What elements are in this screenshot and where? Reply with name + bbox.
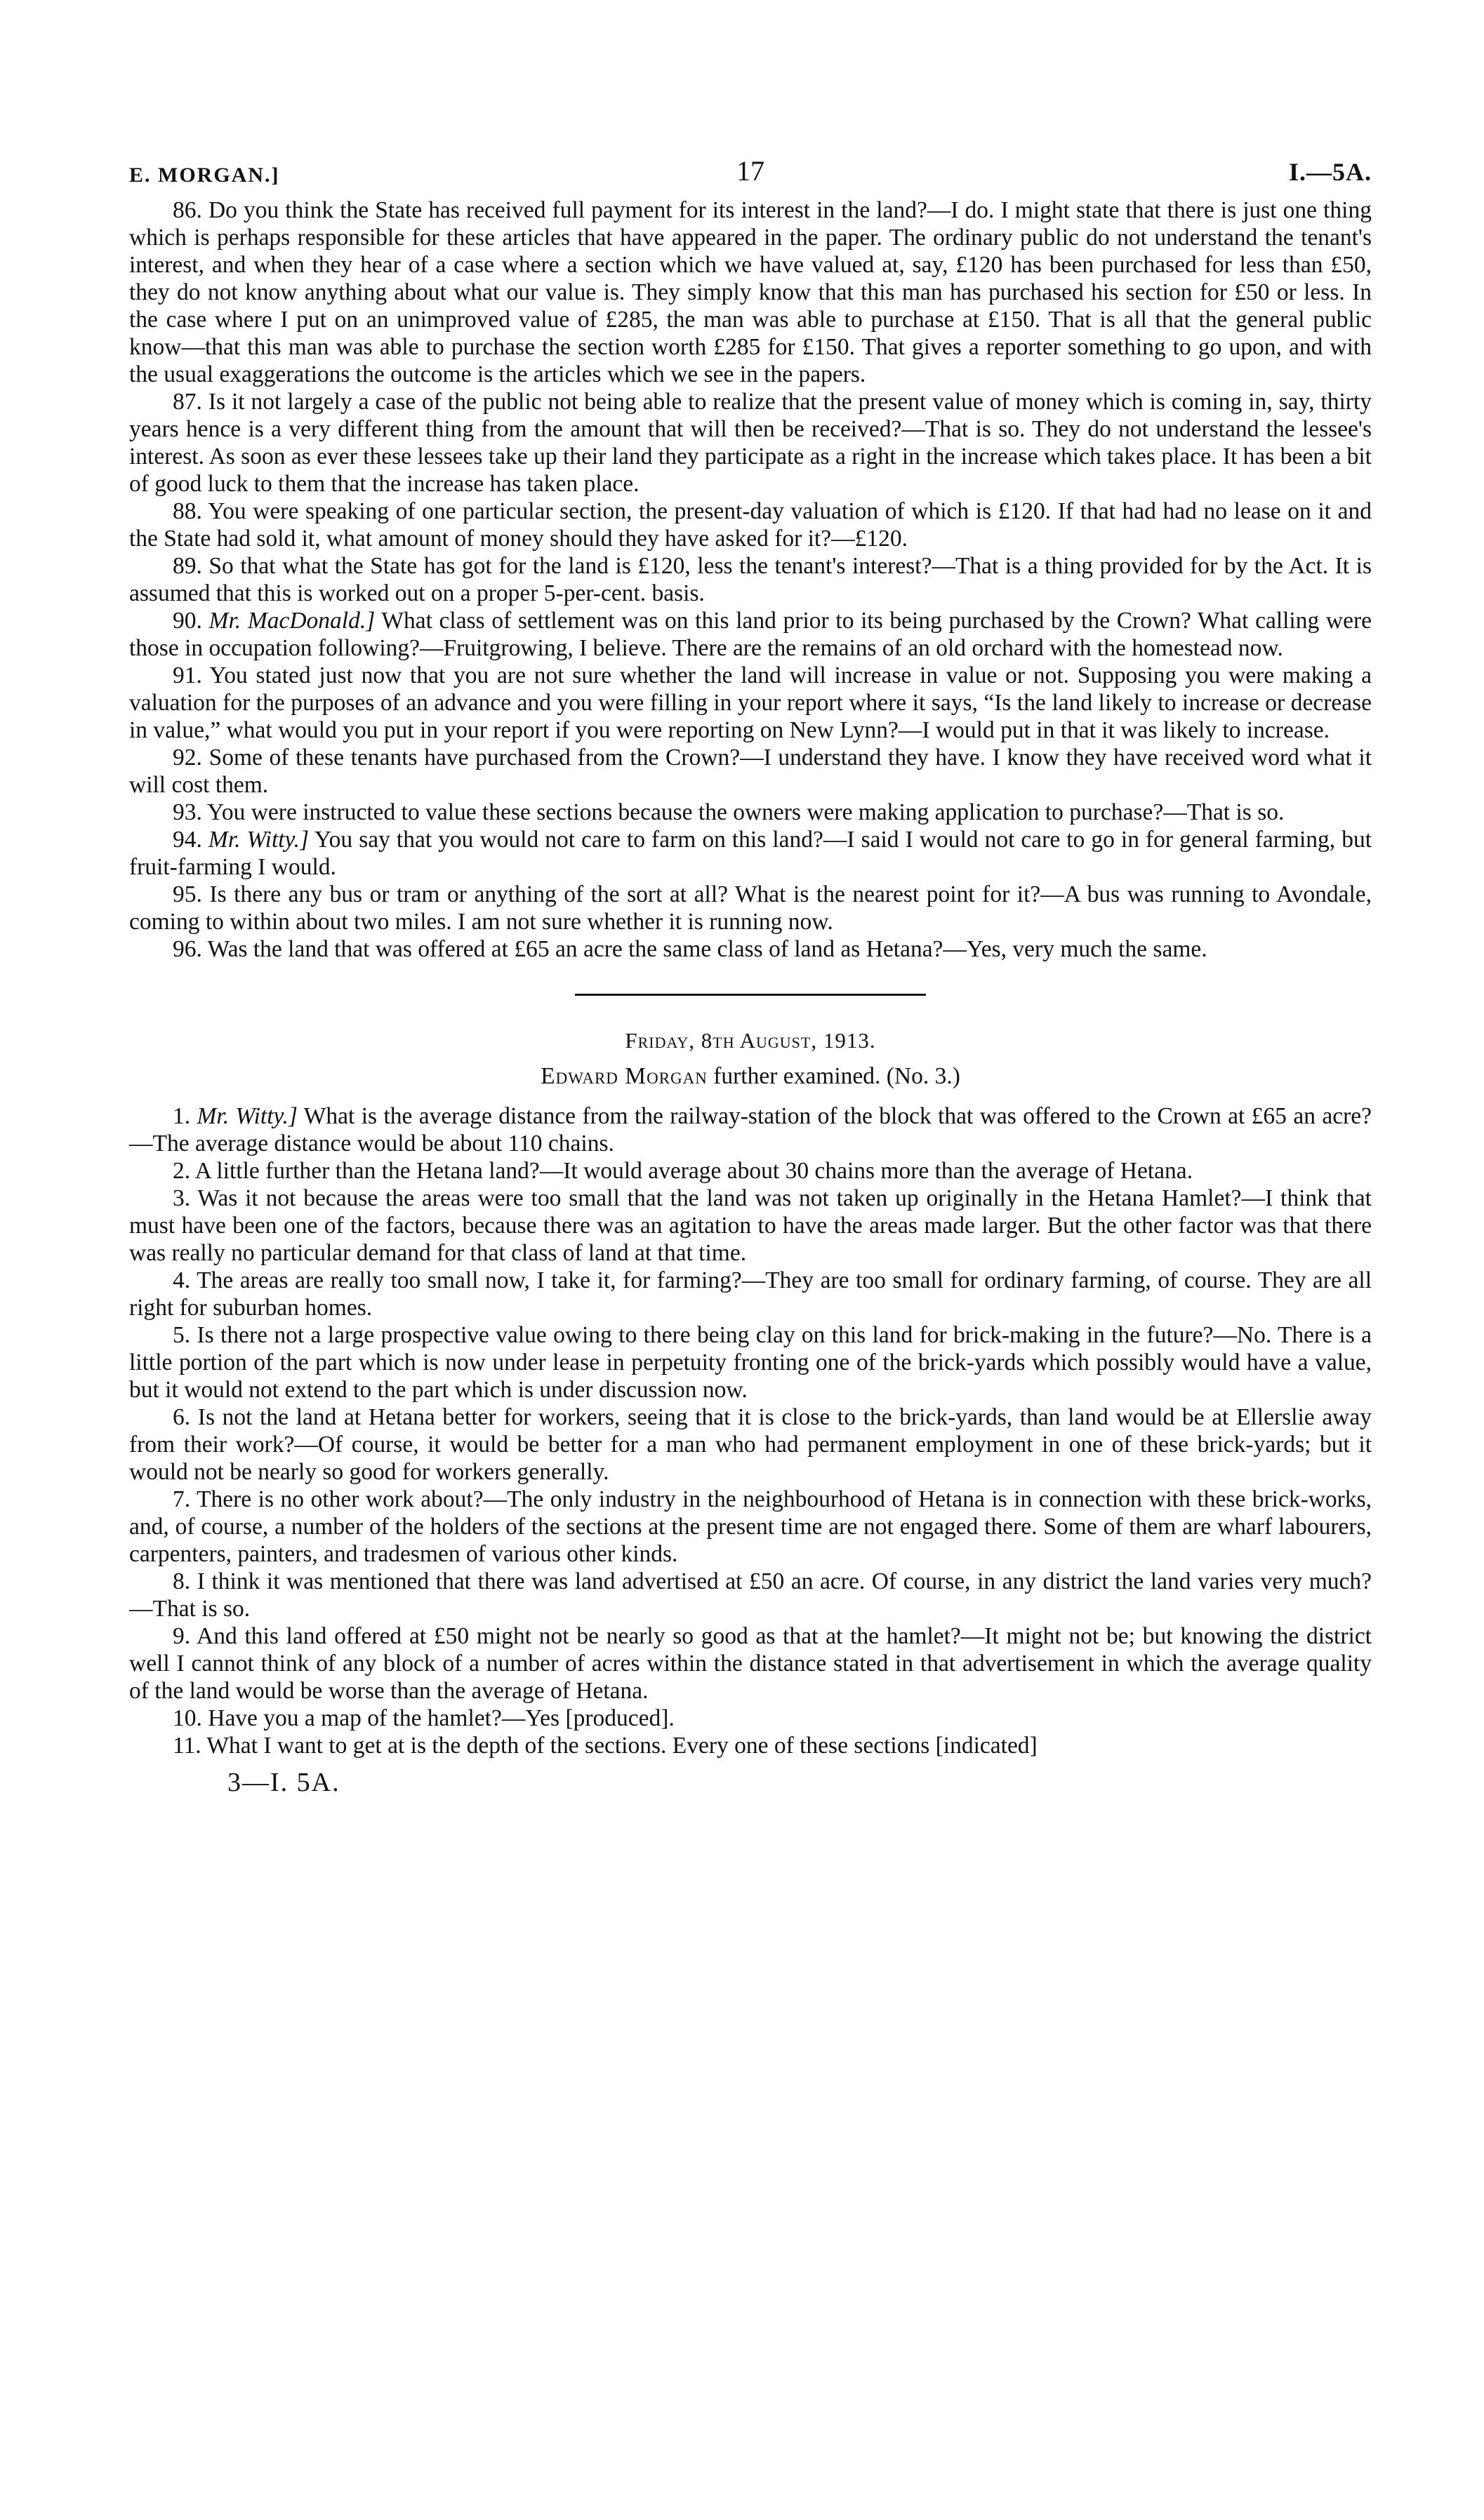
question-86: 86. Do you think the State has received full payment for its interest in the land?—I do. I might state that there is just one thing which is perhaps responsible for these articles that have appeared in the paper. The ordinary public do not understand the tenant's interest, and when they hear of a case where a section which we have valued at, say, £120 has been purchased for less than £50, they do not know anything about what our value is. They simply know that this man has purchased his section for £50 or less. In the case where I put on an unimproved value of £285, the man was able to purchase at £150. That is all that the general public know—that this man was able to purchase the section worth £285 for £150. That gives a reporter something to go upon, and with the usual exaggerations the outcome is the articles which we see in the papers. — [129, 197, 1372, 387]
question-4: 4. The areas are really too small now, I take it, for farming?—They are too small for ordinary farming, of course. They are all right for suburban homes. — [129, 1267, 1372, 1321]
page-header — [129, 140, 1372, 196]
date-heading: Friday, 8th August, 1913. — [625, 1028, 876, 1053]
question-88: 88. You were speaking of one particular section, the present-day valuation of which is £120. If that had had no lease on it and the State had sold it, what amount of money should they have asked for it?—£120. — [129, 498, 1372, 552]
question-90: 90. Mr. MacDonald.] What class of settlement was on this land prior to its being purchased by the Crown? What calling were those in occupation following?—Fruitgrowing, I believe. There are the remains of an old orchard with the homestead now. — [129, 608, 1372, 661]
question-1: 1. Mr. Witty.] What is the average distance from the railway-station of the block that was offered to the Crown at £65 an acre?—The average distance would be about 110 chains. — [129, 1103, 1372, 1156]
question-3: 3. Was it not because the areas were too small that the land was not taken up originally in the Hetana Hamlet?—I think that must have been one of the factors, because there was an agitation to have the areas made larger. But the other factor was that there was really no particular demand for that class of land at that time. — [129, 1185, 1372, 1266]
question-6: 6. Is not the land at Hetana better for workers, seeing that it is close to the brick-yards, than land would be at Ellerslie away from their work?—Of course, it would be better for a man who had permanent employment in one of these brick-yards; but it would not be nearly so good for workers generally. — [129, 1404, 1372, 1485]
examination-section-one — [129, 196, 1372, 963]
question-7: 7. There is no other work about?—The only industry in the neighbourhood of Hetana is in connection with these brick-works, and, of course, a number of the holders of the sections at the present time are not engaged there. Some of them are wharf labourers, carpenters, painters, and tradesmen of various other kinds. — [129, 1486, 1372, 1567]
question-93: 93. You were instructed to value these sections because the owners were making application to purchase?—That is so. — [173, 799, 1285, 825]
document-reference: I.—5A. — [1288, 158, 1372, 186]
question-94: 94. Mr. Witty.] You say that you would not care to farm on this land?—I said I would not care to go in for general farming, but fruit-farming I would. — [129, 827, 1372, 880]
page-number: 17 — [736, 155, 764, 187]
speaker-label: Mr. MacDonald.] — [208, 608, 376, 634]
witness-name: Edward Morgan — [541, 1063, 708, 1089]
speaker-label: Mr. Witty.] — [208, 827, 309, 853]
question-96: 96. Was the land that was offered at £65 an acre the same class of land as Hetana?—Yes, very much the same. — [173, 936, 1207, 962]
question-2: 2. A little further than the Hetana land?—It would average about 30 chains more than the average of Hetana. — [173, 1158, 1193, 1184]
question-95: 95. Is there any bus or tram or anything of the sort at all? What is the nearest point for it?—A bus was running to Avondale, coming to within about two miles. I am not sure whether it is running now. — [129, 881, 1372, 935]
question-89: 89. So that what the State has got for the land is £120, less the tenant's interest?—That is a thing provided for by the Act. It is assumed that this is worked out on a proper 5-per-cent. basis. — [129, 553, 1372, 606]
examination-section-two — [129, 1102, 1372, 1759]
question-9: 9. And this land offered at £50 might not be nearly so good as that at the hamlet?—It might not be; but knowing the district well I cannot think of any block of a number of acres within the distance stated in that advertisement in which the average quality of the land would be worse than the average of Hetana. — [129, 1623, 1372, 1704]
question-5: 5. Is there not a large prospective value owing to there being clay on this land for brick-making in the future?—No. There is a little portion of the part which is now under lease in perpetuity fronting one of the brick-yards which possibly would have a value, but it would not extend to the part which is under discussion now. — [129, 1322, 1372, 1403]
examination-subtitle: Edward Morgan further examined. (No. 3.) — [541, 1063, 960, 1089]
question-8: 8. I think it was mentioned that there was land advertised at £50 an acre. Of course, in any district the land varies very much?—That is so. — [129, 1568, 1372, 1622]
speaker-label: Mr. Witty.] — [197, 1103, 298, 1129]
question-91: 91. You stated just now that you are not sure whether the land will increase in value or not. Supposing you were making a valuation for the purposes of an advance and you were filling in your report where it says, “Is the land likely to increase or decrease in value,” what would you put in your report if you were reporting on New Lynn?—I would put in that it was likely to increase. — [129, 662, 1372, 743]
question-10: 10. Have you a map of the hamlet?—Yes [produced]. — [173, 1705, 675, 1731]
header-witness-name: E. MORGAN.] — [129, 164, 280, 187]
signature-mark: 3—I. 5A. — [227, 1768, 340, 1797]
document-page — [129, 140, 1372, 1796]
section-divider — [575, 994, 926, 996]
question-11: 11. What I want to get at is the depth of the sections. Every one of these sections [indicated] — [173, 1733, 1038, 1759]
question-92: 92. Some of these tenants have purchased from the Crown?—I understand they have. I know they have received word what it will cost them. — [129, 745, 1372, 798]
question-87: 87. Is it not largely a case of the public not being able to realize that the present value of money which is coming in, say, thirty years hence is a very different thing from the amount that will then be received?—That is so. They do not understand the lessee's interest. As soon as ever these lessees take up their land they participate as a right in the increase which takes place. It has been a bit of good luck to them that the increase has taken place. — [129, 389, 1372, 497]
